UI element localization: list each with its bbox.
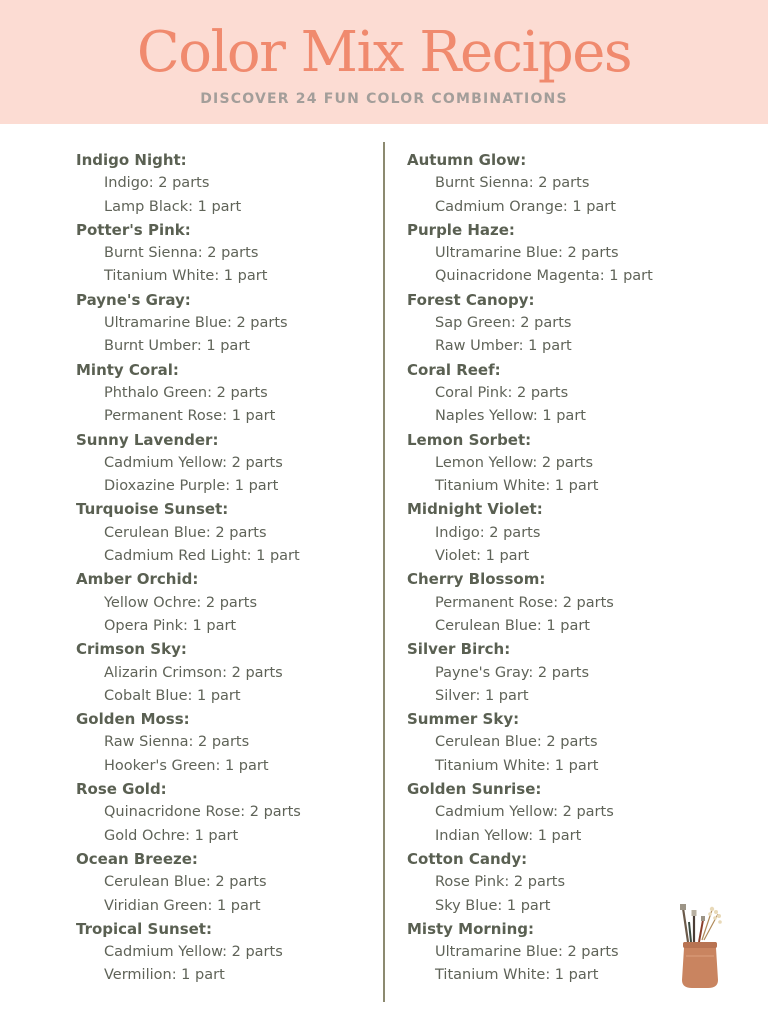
- recipe-ingredient: Alizarin Crimson: 2 parts: [104, 664, 283, 681]
- recipe-ingredient: Payne's Gray: 2 parts: [435, 664, 590, 681]
- recipe-name: Minty Coral:: [76, 360, 179, 379]
- recipe-ingredient: Raw Sienna: 2 parts: [104, 734, 250, 751]
- recipe-ingredient: Permanent Rose: 2 parts: [435, 594, 614, 611]
- recipe-name: Purple Haze:: [407, 220, 515, 239]
- recipe-ingredient: Indian Yellow: 1 part: [435, 827, 582, 844]
- recipe-ingredient: Coral Pink: 2 parts: [435, 384, 569, 401]
- recipe-ingredient: Hooker's Green: 1 part: [104, 757, 269, 774]
- recipe-ingredient: Burnt Sienna: 2 parts: [104, 245, 259, 262]
- recipe-ingredient: Cerulean Blue: 2 parts: [435, 734, 598, 751]
- recipe-ingredient: Viridian Green: 1 part: [104, 897, 261, 914]
- recipe-name: Misty Morning:: [407, 919, 535, 938]
- recipe-ingredient: Ultramarine Blue: 2 parts: [435, 944, 619, 961]
- brush-jar-icon: [672, 900, 728, 990]
- column-divider: [383, 142, 385, 1002]
- recipe-ingredient: Titanium White: 1 part: [435, 478, 599, 495]
- recipe-ingredient: Burnt Umber: 1 part: [104, 338, 250, 355]
- recipe-ingredient: Cobalt Blue: 1 part: [104, 687, 241, 704]
- recipe-name: Turquoise Sunset:: [76, 500, 229, 519]
- recipe-ingredient: Sky Blue: 1 part: [435, 897, 551, 914]
- recipe-name: Payne's Gray:: [76, 290, 191, 309]
- recipe-name: Summer Sky:: [407, 710, 520, 729]
- recipe-name: Cherry Blossom:: [407, 570, 546, 589]
- recipe-ingredient: Phthalo Green: 2 parts: [104, 384, 268, 401]
- recipe-ingredient: Silver: 1 part: [435, 687, 529, 704]
- recipe-ingredient: Gold Ochre: 1 part: [104, 827, 239, 844]
- recipe-name: Autumn Glow:: [407, 151, 527, 169]
- recipe-ingredient: Lemon Yellow: 2 parts: [435, 454, 594, 471]
- recipe-ingredient: Indigo: 2 parts: [104, 175, 210, 192]
- recipe-name: Midnight Violet:: [407, 500, 543, 519]
- recipe-ingredient: Raw Umber: 1 part: [435, 338, 572, 355]
- recipe-name: Golden Sunrise:: [407, 780, 542, 799]
- recipe-name: Ocean Breeze:: [76, 849, 198, 868]
- recipe-name: Rose Gold:: [76, 780, 167, 799]
- recipe-ingredient: Titanium White: 1 part: [104, 268, 268, 285]
- recipe-name: Sunny Lavender:: [76, 430, 219, 449]
- page-subtitle: DISCOVER 24 FUN COLOR COMBINATIONS: [200, 91, 568, 107]
- recipe-column-right: [407, 149, 727, 988]
- recipe-ingredient: Yellow Ochre: 2 parts: [104, 594, 258, 611]
- recipe-name: Coral Reef:: [407, 360, 501, 379]
- recipe-ingredient: Cerulean Blue: 2 parts: [104, 524, 267, 541]
- page-title: Color Mix Recipes: [136, 20, 632, 85]
- recipe-ingredient: Indigo: 2 parts: [435, 524, 541, 541]
- recipe-column-left: [76, 149, 376, 988]
- recipe-ingredient: Titanium White: 1 part: [435, 757, 599, 774]
- recipe-ingredient: Ultramarine Blue: 2 parts: [104, 315, 288, 332]
- recipe-name: Tropical Sunset:: [76, 919, 212, 938]
- recipe-name: Silver Birch:: [407, 640, 511, 659]
- recipe-ingredient: Titanium White: 1 part: [435, 967, 599, 984]
- recipe-ingredient: Dioxazine Purple: 1 part: [104, 478, 279, 495]
- recipe-ingredient: Cadmium Red Light: 1 part: [104, 548, 300, 565]
- header-banner: [0, 0, 768, 124]
- recipe-ingredient: Naples Yellow: 1 part: [435, 408, 586, 425]
- recipe-name: Amber Orchid:: [76, 570, 199, 589]
- recipe-ingredient: Cadmium Yellow: 2 parts: [435, 804, 614, 821]
- recipe-ingredient: Lamp Black: 1 part: [104, 198, 242, 215]
- recipe-ingredient: Cadmium Yellow: 2 parts: [104, 944, 283, 961]
- recipe-name: Cotton Candy:: [407, 849, 528, 868]
- recipe-name: Crimson Sky:: [76, 640, 187, 659]
- recipe-ingredient: Vermilion: 1 part: [104, 967, 225, 984]
- recipe-ingredient: Ultramarine Blue: 2 parts: [435, 245, 619, 262]
- recipe-name: Indigo Night:: [76, 151, 187, 169]
- recipe-ingredient: Rose Pink: 2 parts: [435, 874, 566, 891]
- recipe-ingredient: Permanent Rose: 1 part: [104, 408, 276, 425]
- recipe-name: Forest Canopy:: [407, 290, 535, 309]
- recipe-ingredient: Violet: 1 part: [435, 548, 530, 565]
- recipe-name: Lemon Sorbet:: [407, 430, 532, 449]
- recipe-ingredient: Cerulean Blue: 2 parts: [104, 874, 267, 891]
- recipe-ingredient: Cadmium Yellow: 2 parts: [104, 454, 283, 471]
- recipe-ingredient: Cadmium Orange: 1 part: [435, 198, 616, 215]
- recipe-name: Golden Moss:: [76, 710, 190, 729]
- recipe-name: Potter's Pink:: [76, 220, 191, 239]
- recipe-ingredient: Burnt Sienna: 2 parts: [435, 175, 590, 192]
- recipe-ingredient: Cerulean Blue: 1 part: [435, 617, 590, 634]
- recipe-ingredient: Opera Pink: 1 part: [104, 617, 237, 634]
- recipe-ingredient: Sap Green: 2 parts: [435, 315, 572, 332]
- recipe-ingredient: Quinacridone Magenta: 1 part: [435, 268, 653, 285]
- recipe-ingredient: Quinacridone Rose: 2 parts: [104, 804, 301, 821]
